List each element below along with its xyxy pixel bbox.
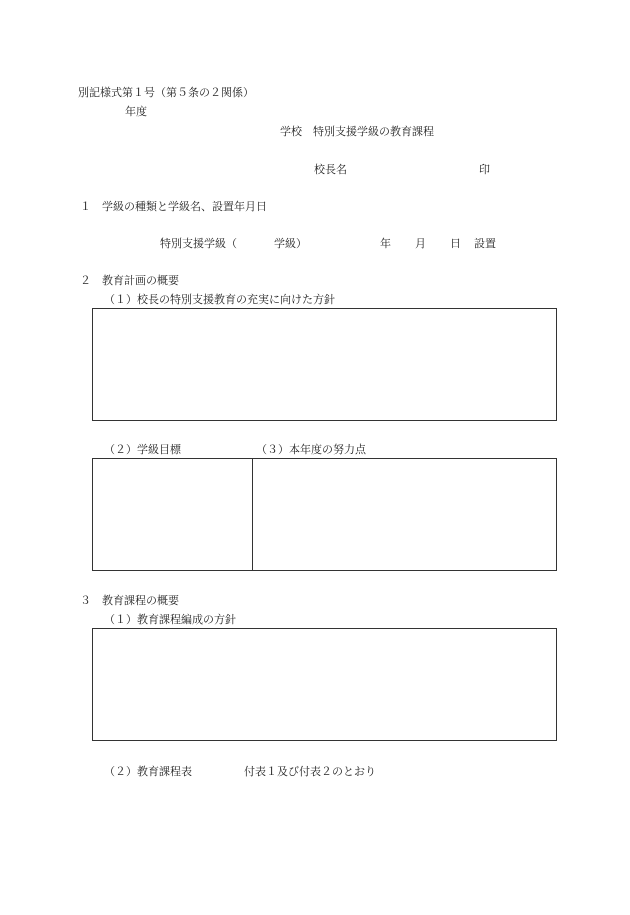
- class-goal-box[interactable]: [93, 459, 253, 570]
- form-number: 別記様式第１号（第５条の２関係）: [78, 86, 254, 99]
- section3-heading: ３ 教育課程の概要: [80, 594, 179, 607]
- class-name-suffix: 学級）: [274, 237, 307, 250]
- class-type-label: 特別支援学級（: [160, 237, 237, 250]
- section1-heading: １ 学級の種類と学級名、設置年月日: [80, 200, 267, 213]
- curriculum-policy-label: （１）教育課程編成の方針: [104, 613, 236, 626]
- curriculum-table-note: 付表１及び付表２のとおり: [244, 765, 376, 778]
- section2-heading: ２ 教育計画の概要: [80, 274, 179, 287]
- document-title: 学校 特別支援学級の教育課程: [280, 125, 434, 138]
- seal-label: 印: [479, 163, 490, 176]
- principal-policy-box[interactable]: [92, 308, 557, 421]
- year-label: 年度: [125, 105, 147, 118]
- year-unit: 年: [380, 237, 391, 250]
- curriculum-policy-box[interactable]: [92, 628, 557, 741]
- focus-points-label: （３）本年度の努力点: [256, 443, 366, 456]
- class-goal-label: （２）学級目標: [104, 443, 181, 456]
- established-label: 設置: [474, 237, 496, 250]
- month-unit: 月: [415, 237, 426, 250]
- day-unit: 日: [450, 237, 461, 250]
- goal-focus-table: [92, 458, 557, 571]
- principal-policy-label: （１）校長の特別支援教育の充実に向けた方針: [104, 293, 335, 306]
- curriculum-table-label: （２）教育課程表: [104, 765, 192, 778]
- focus-points-box[interactable]: [253, 459, 556, 570]
- principal-name-label: 校長名: [314, 163, 347, 176]
